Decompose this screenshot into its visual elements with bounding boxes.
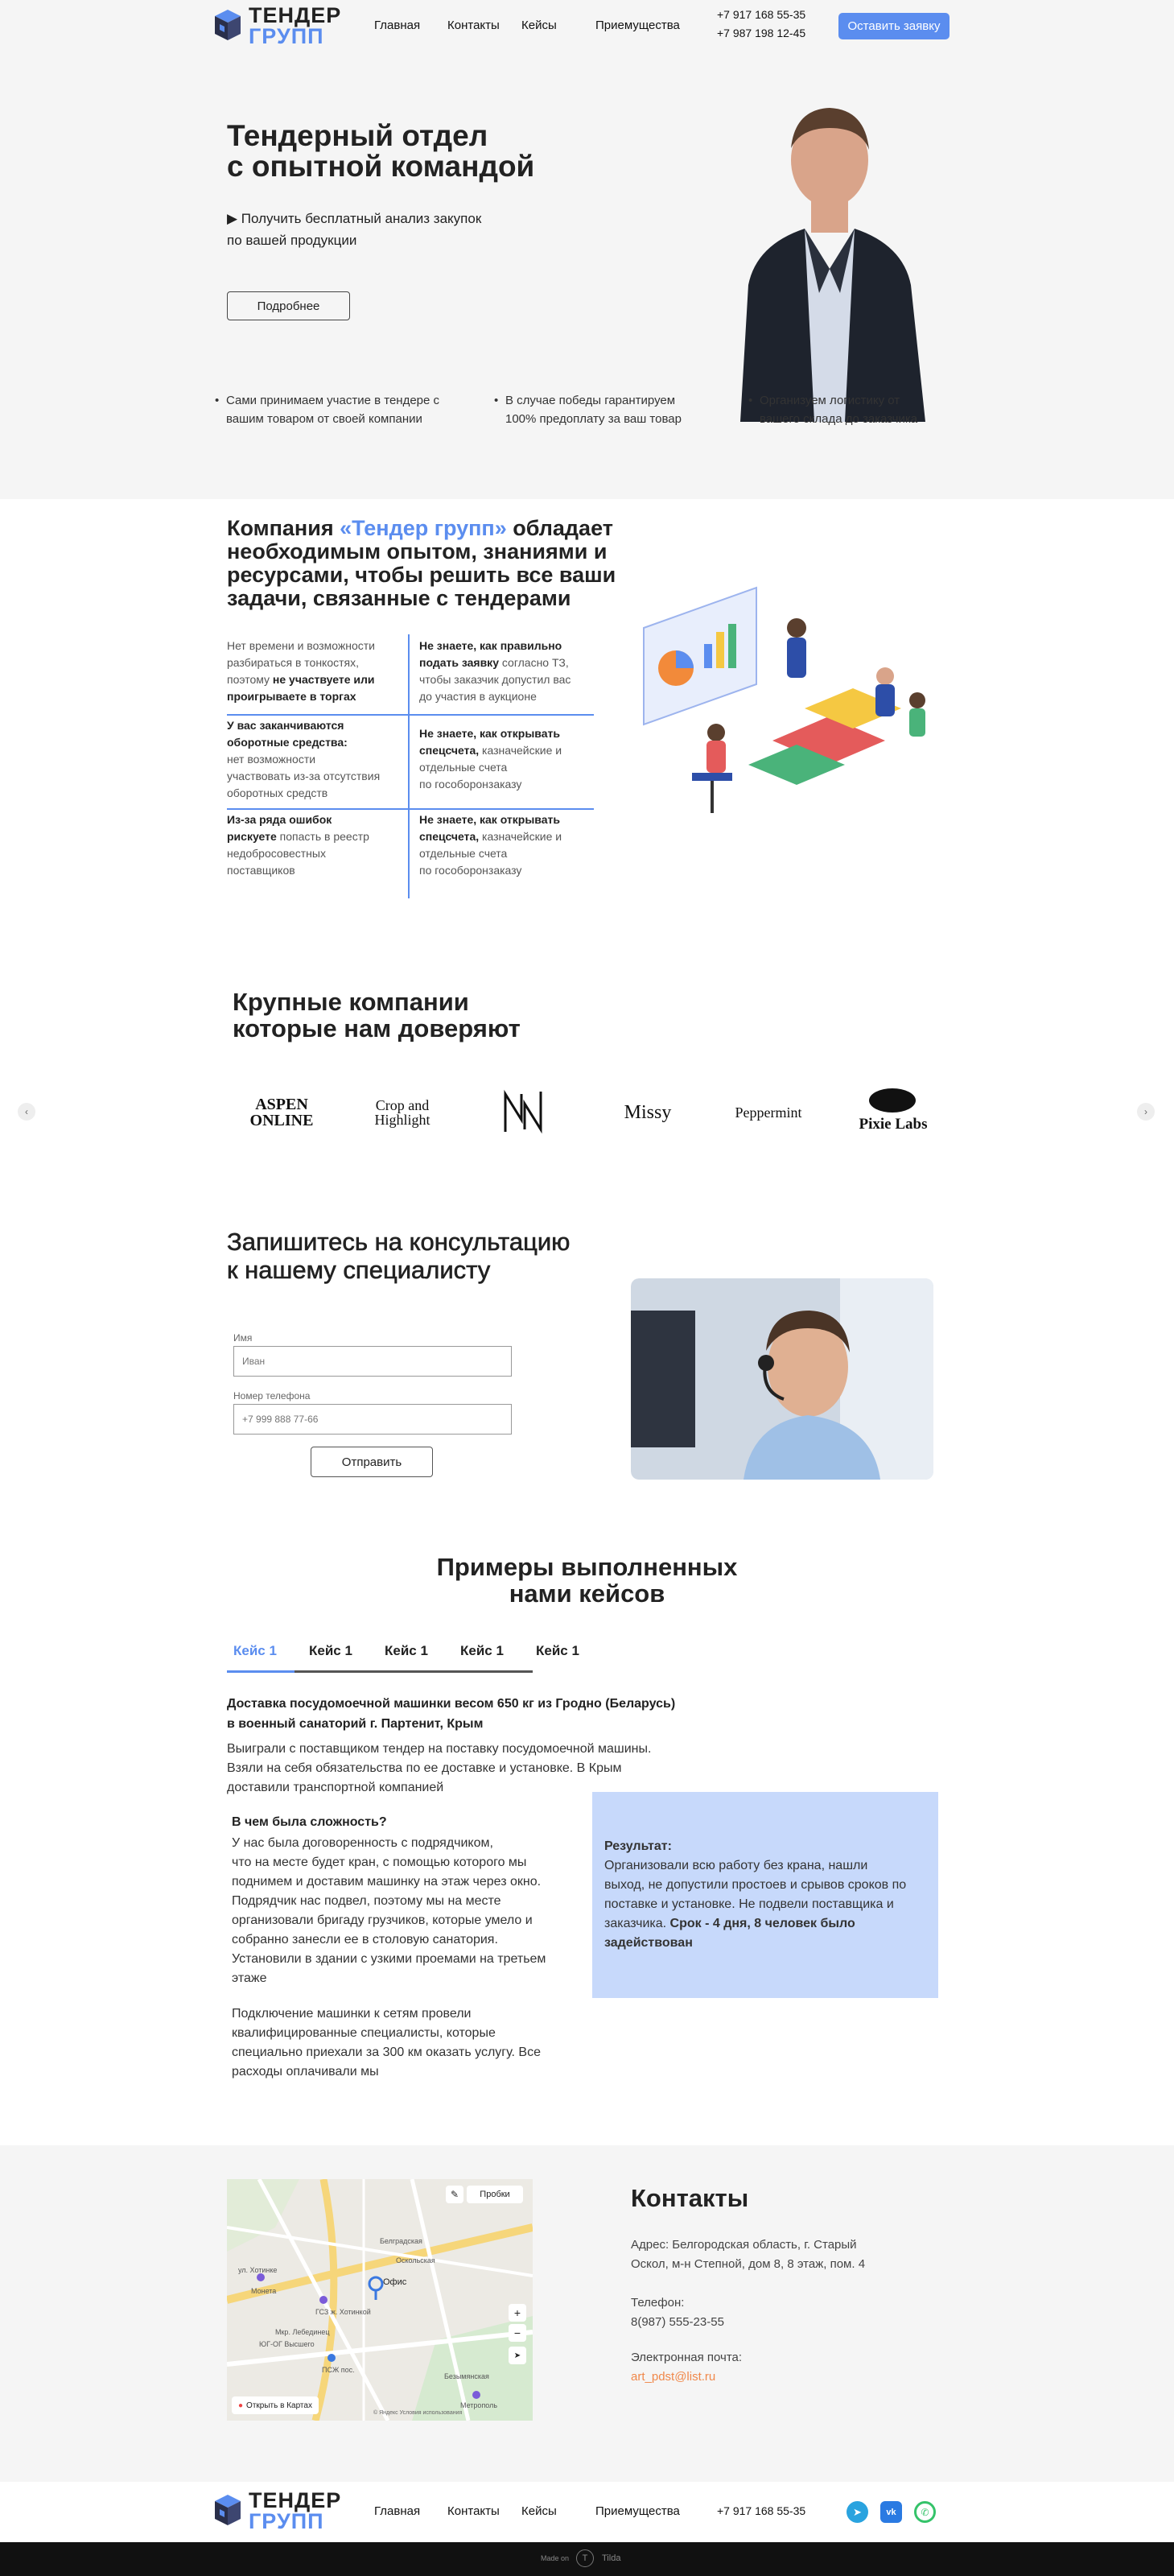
case-heading: Доставка посудомоечной машинки весом 650 кг из Гродно (Беларусь) в военный санаторий г. Партенит, Крым (227, 1697, 676, 1731)
tilda-logo-icon: T (576, 2549, 594, 2567)
made-on-text: Made on (541, 2554, 570, 2562)
hero-feature-3-line2: вашего склада до заказчика (760, 412, 918, 426)
whatsapp-icon[interactable]: ✆ (914, 2501, 936, 2523)
map-pin-icon: ● (238, 2401, 244, 2410)
problem-cell-5: Из-за ряда ошибок рискуете попасть в реестр недобросовестных поставщиков (227, 813, 369, 877)
hero-feature-2-line1: • В случае победы гарантируем (505, 394, 676, 407)
carousel-prev-button[interactable]: ‹ (18, 1103, 35, 1121)
partner-logo-peppermint: Peppermint (735, 1104, 802, 1121)
locate-icon[interactable]: ➤ (509, 2347, 526, 2364)
map-copyright: © Яндекс Условия использования (373, 2410, 463, 2416)
tab-case-2[interactable]: Кейс 1 (309, 1643, 352, 1658)
submit-button[interactable]: Отправить (311, 1447, 433, 1477)
nav-contacts[interactable]: Контакты (447, 19, 500, 32)
partner-logo-crop: Crop and Highlight (374, 1097, 430, 1128)
company-brand: «Тендер групп» (340, 516, 507, 540)
difficulty-text: У нас была договоренность с подрядчиком, что на месте будет кран, с помощью которого мы поднимем и доставим машинку на этаж через окно. Подрядчик нас подвел, поэтому мы на месте организовали бригаду грузчиков, которые умело и собранно занесли ее в столовую санатория. Установили в здании с узкими проемами на третьем этаже (232, 1836, 546, 1985)
cases-title: Примеры выполненных нами кейсов (436, 1553, 738, 1608)
footer (0, 2482, 1174, 2542)
contacts-section (0, 2145, 1174, 2482)
grid-divider-h1 (227, 714, 594, 716)
man-photo (724, 84, 935, 422)
cube-logo-icon (213, 8, 242, 43)
phone-label: Номер телефона (233, 1390, 311, 1402)
footer-nav-cases[interactable]: Кейсы (521, 2504, 557, 2518)
grid-divider-h2 (227, 808, 594, 810)
map-office-label: Офис (383, 2277, 407, 2287)
footer-nav-home[interactable]: Главная (374, 2504, 421, 2518)
zoom-out-button[interactable]: − (509, 2324, 526, 2342)
footer-nav-contacts[interactable]: Контакты (447, 2504, 500, 2518)
hero-subtitle-line1: ▶ Получить бесплатный анализ закупок (227, 211, 482, 226)
result-title: Результат: (604, 1839, 672, 1853)
problem-cell-4: Не знаете, как открывать спецсчета, казначейские и отдельные счета по гособоронзаказу (419, 727, 562, 791)
active-tab-indicator (227, 1670, 295, 1673)
operator-photo (631, 1278, 933, 1480)
tilda-text: Tilda (602, 2553, 621, 2563)
request-button[interactable]: Оставить заявку (838, 13, 949, 39)
hero-subtitle-line2: по вашей продукции (227, 233, 357, 248)
hero-feature-2-line2: 100% предоплату за ваш товар (505, 412, 682, 426)
case-intro: Выиграли с поставщиком тендер на поставку посудомоечной машины. Взяли на себя обязательства по ее доставке и установке. В Крым доставили транспортной компанией (227, 1742, 652, 1794)
footer-phone[interactable]: +7 917 168 55-35 (717, 2504, 806, 2517)
problem-cell-6: Не знаете, как открывать спецсчета, казначейские и отдельные счета по гособоронзаказу (419, 813, 562, 877)
name-label: Имя (233, 1332, 253, 1344)
hero-section (0, 50, 1174, 499)
company-title: Компания «Тендер групп» обладает необходимым опытом, знаниями и ресурсами, чтобы решить все ваши задачи, связанные с тендерами (227, 516, 616, 610)
grid-divider-vertical (408, 634, 410, 898)
name-input[interactable] (233, 1346, 512, 1377)
more-button[interactable]: Подробнее (227, 291, 350, 320)
hero-title-line1: Тендерный отдел (227, 119, 488, 152)
footer-nav-advantages[interactable]: Приемущества (595, 2504, 680, 2518)
result-box: Результат: Организовали всю работу без крана, нашли выход, не допустили простоев и срывов сроков по поставке и установке. Не подвели поставщика и заказчика. Срок - 4 дня, 8 человек было задействован (592, 1792, 938, 1998)
open-in-maps-button[interactable]: ● Открыть в Картах (232, 2396, 319, 2414)
logo-line1: ТЕНДЕР (249, 3, 342, 27)
zoom-in-button[interactable]: + (509, 2304, 526, 2322)
partner-logo-pixie: Pixie Labs (859, 1116, 928, 1133)
vk-icon[interactable]: vk (880, 2501, 902, 2523)
difficulty-title: В чем была сложность? (232, 1815, 387, 1829)
phone-input[interactable] (233, 1404, 512, 1435)
hero-feature-3-line1: • Организуем логистику от (760, 394, 900, 407)
tab-case-5[interactable]: Кейс 1 (536, 1643, 579, 1658)
tab-case-1[interactable]: Кейс 1 (233, 1643, 277, 1658)
partner-logo-n (487, 1085, 559, 1137)
partners-title: Крупные компании которые нам доверяют (233, 988, 521, 1042)
case-extra-text: Подключение машинки к сетям провели квалифицированные специалисты, которые специально приехали за 300 км оказать услугу. Все расходы оплачивали мы (232, 2007, 541, 2079)
header-phone-2[interactable]: +7 987 198 12-45 (717, 27, 806, 39)
partner-logo-aspen: ASPEN ONLINE (249, 1096, 314, 1129)
tab-case-4[interactable]: Кейс 1 (460, 1643, 504, 1658)
carousel-next-button[interactable]: › (1137, 1103, 1155, 1121)
map-roads (227, 2179, 533, 2421)
logo[interactable] (213, 5, 341, 47)
problem-cell-2: Не знаете, как правильно подать заявку согласно ТЗ, чтобы заказчик допустил вас до участия в аукционе (419, 639, 571, 703)
contacts-email[interactable]: art_pdst@list.ru (631, 2370, 716, 2384)
nav-advantages[interactable]: Приемущества (595, 19, 680, 32)
header (0, 0, 1174, 50)
header-phone-1[interactable]: +7 917 168 55-35 (717, 8, 806, 21)
n-logo-icon (499, 1088, 547, 1136)
cube-logo-icon (213, 2493, 242, 2529)
hero-title-line2: с опытной командой (227, 150, 535, 183)
nav-home[interactable]: Главная (374, 19, 421, 32)
telegram-icon[interactable]: ➤ (847, 2501, 868, 2523)
ruler-icon[interactable]: ✎ (446, 2186, 463, 2203)
hero-feature-1-line1: • Сами принимаем участие в тендере с (226, 394, 440, 407)
consult-title: Запишитесь на консультацию к нашему специалисту (227, 1228, 571, 1284)
email-label: Электронная почта: (631, 2351, 743, 2364)
problem-cell-1: Нет времени и возможности разбираться в тонкостях, поэтому не участвуете или проигрываете в торгах (227, 639, 376, 703)
contacts-address: Адрес: Белгородская область, г. Старый Оскол, м-н Степной, дом 8, 8 этаж, пом. 4 (631, 2238, 866, 2271)
pixie-logo-icon (869, 1088, 916, 1113)
problem-cell-3: У вас заканчиваются оборотные средства: нет возможности участвовать из-за отсутствия оборотных средств (227, 719, 381, 799)
contacts-phone[interactable]: 8(987) 555-23-55 (631, 2315, 724, 2329)
logo-line2: ГРУПП (249, 24, 324, 48)
traffic-button[interactable]: Пробки (467, 2186, 523, 2203)
tab-case-3[interactable]: Кейс 1 (385, 1643, 428, 1658)
footer-logo[interactable]: ТЕНДЕР ГРУПП (213, 2490, 341, 2532)
contacts-title: Контакты (631, 2184, 749, 2212)
phone-label-text: Телефон: (631, 2296, 685, 2310)
hero-feature-1-line2: вашим товаром от своей компании (226, 412, 422, 426)
teamwork-illustration (636, 580, 933, 829)
partner-logo-missy: Missy (624, 1102, 672, 1123)
made-on-tilda-bar[interactable] (0, 2542, 1174, 2576)
map[interactable]: Офис Монета ГСЗ ж. Хотинкой Белградская ул. Хотинке Оскольская Мкр. Лебединец ПСЖ пос. ЮГ-ОГ Высшего Безымянская Метрополь ✎ Пробки + − ➤ ● Открыть в Картах © Яндекс Условия использования (227, 2179, 533, 2421)
nav-cases[interactable]: Кейсы (521, 19, 557, 32)
